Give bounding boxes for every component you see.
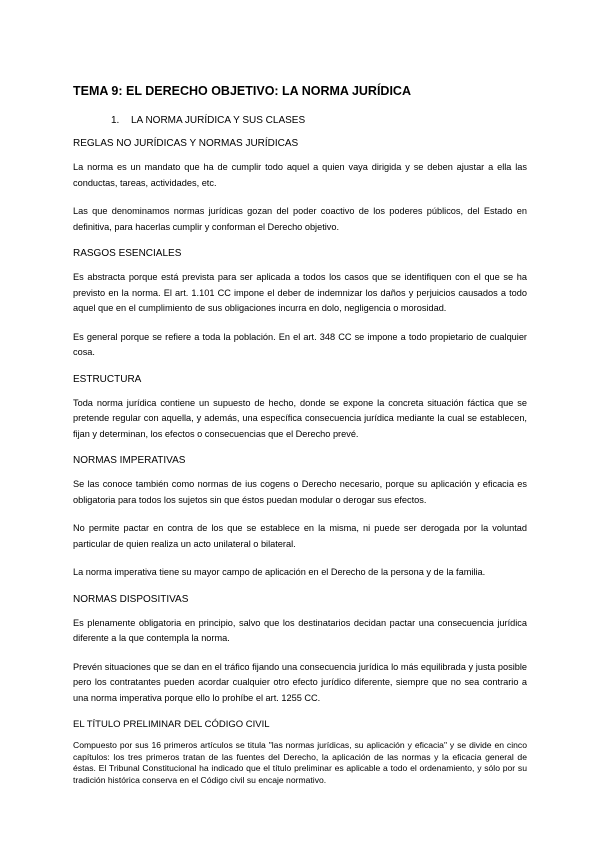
subheading-estructura: ESTRUCTURA (73, 373, 142, 385)
paragraph: Toda norma jurídica contiene un supuesto de hecho, donde se expone la concreta situación fáctica que se pretende regular con aquella, y además, una específica consecuencia jurídica mediante la cual se establecen, fijan y determinan, los efectos o consecuencias que el Derecho prevé. (73, 397, 527, 439)
paragraph: Es abstracta porque está prevista para ser aplicada a todos los casos que se identifiquen con el que se ha previsto en la norma. El art. 1.101 CC impone el deber de indemnizar los daños y perjuicios causados a todo aquel que en el cumplimiento de sus obligaciones incurra en dolo, negligencia o morosidad. (73, 272, 527, 313)
paragraph: No permite pactar en contra de los que se establece en la misma, ni puede ser derogada por la voluntad particular de quien realiza un acto unilateral o bilateral. (73, 523, 527, 549)
paragraph: Es general porque se refiere a toda la población. En el art. 348 CC se impone a todo propietario de cualquier cosa. (73, 331, 527, 357)
subheading-imperativas: NORMAS IMPERATIVAS (73, 455, 186, 466)
section-label: LA NORMA JURÍDICA Y SUS CLASES (131, 115, 306, 126)
section-number: 1. (111, 115, 120, 126)
section-heading (73, 115, 527, 126)
subheading-dispositivas: NORMAS DISPOSITIVAS (73, 593, 189, 605)
subheading-rasgos: RASGOS ESENCIALES (73, 248, 182, 259)
paragraph: La norma imperativa tiene su mayor campo de aplicación en el Derecho de la persona y de la familia. (73, 567, 486, 577)
subheading-titulo-preliminar: EL TÍTULO PRELIMINAR DEL CÓDIGO CIVIL (73, 719, 270, 730)
paragraph: Es plenamente obligatoria en principio, salvo que los destinatarios decidan pactar una consecuencia jurídica diferente a la que contempla la norma. (73, 617, 527, 643)
paragraph: Las que denominamos normas jurídicas gozan del poder coactivo de los poderes públicos, del Estado en definitiva, para hacerlas cumplir y conforman el Derecho objetivo. (73, 206, 527, 232)
paragraph: La norma es un mandato que ha de cumplir todo aquel a quien vaya dirigida y se deben ajustar a ella las conductas, tareas, actividades, etc. (73, 162, 527, 188)
paragraph: Compuesto por sus 16 primeros artículos se titula "las normas jurídicas, su aplicación y eficacia" y se divide en cinco capítulos: los tres primeros tratan de las fuentes del Derecho, la aplicación de las normas y la eficacia general de éstas. El Tribunal Constitucional ha indicado que el título preliminar es aplicable a todo el ordenamiento, y sólo por su tradición histórica conserva en el Código civil su encaje normativo. (73, 740, 527, 785)
paragraph: Se las conoce también como normas de ius cogens o Derecho necesario, porque su aplicación y eficacia es obligatoria para todos los sujetos sin que éstos puedan modular o derogar sus efectos. (73, 479, 527, 505)
page-title: TEMA 9: EL DERECHO OBJETIVO: LA NORMA JURÍDICA (73, 84, 411, 98)
subheading-reglas: REGLAS NO JURÍDICAS Y NORMAS JURÍDICAS (73, 138, 299, 149)
paragraph: Prevén situaciones que se dan en el tráfico fijando una consecuencia jurídica lo más equilibrada y justa posible pero los contratantes pueden acordar cualquier otro efecto jurídico diferente, siempre que no sea contrario a una norma imperativa porque ello lo prohíbe el art. 1255 CC. (73, 661, 527, 703)
